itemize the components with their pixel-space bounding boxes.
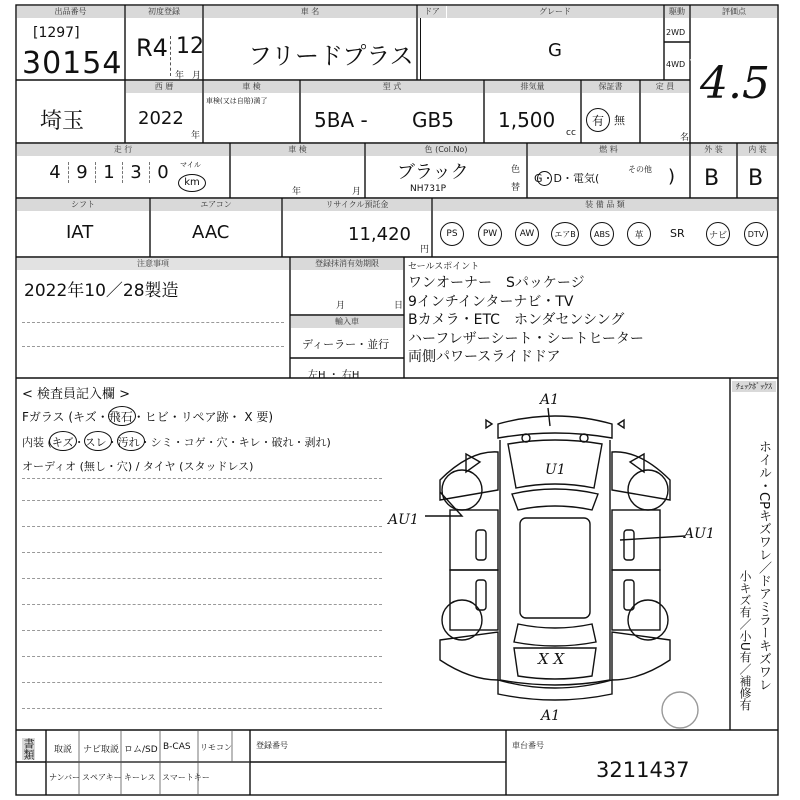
registration-era: R4 — [136, 34, 168, 62]
interior-header: 内 装 — [738, 144, 777, 156]
caution-line — [22, 322, 284, 323]
inspector-line — [22, 500, 382, 501]
prefecture: 埼玉 — [40, 109, 85, 134]
equipment-ps: PS — [440, 222, 464, 246]
door-header: ドア — [418, 6, 446, 18]
fuel-options: G・D・電気( — [534, 172, 600, 185]
lot-number-header: 出品番号 — [17, 6, 124, 18]
caution-line — [22, 346, 284, 347]
warranty-yes: 有 — [586, 108, 610, 132]
inspector-line-interior: 内装 (キズ・スレ・汚れ・シミ・コゲ・穴・キレ・破れ・剥れ) — [22, 436, 331, 449]
capacity-header: 定 員 — [641, 81, 689, 93]
doc-keyless: キーレス — [124, 773, 156, 782]
door-divider — [420, 18, 421, 80]
fuel-close: ) — [668, 166, 676, 187]
drive-header: 駆動 — [665, 6, 689, 18]
equipment-leather: 革 — [627, 222, 651, 246]
expiry-day: 日 — [394, 301, 404, 311]
grade: G — [548, 40, 562, 61]
sales-point: 両側パワースライドドア — [408, 349, 561, 365]
inspector-line — [22, 604, 382, 605]
doc-plate: ナンバー — [49, 773, 81, 782]
exterior-header: 外 装 — [691, 144, 736, 156]
equipment-sunroof: SR — [670, 227, 685, 240]
inspector-line — [22, 478, 382, 479]
expiry-header: 登録抹消有効期限 — [291, 258, 403, 270]
documents-label: 書類 — [22, 738, 35, 760]
aircon: AAC — [192, 222, 230, 243]
left-damage-label: AU1 — [388, 512, 419, 528]
model-code-prefix: 5BA - — [314, 108, 368, 132]
mileage-digit: 4 — [42, 162, 69, 183]
grade-header: グレード — [447, 6, 663, 18]
side-note-wheel: ホイル・CPキズワレ／ドアミラーキズワレ — [756, 440, 771, 691]
capacity-suffix: 名 — [680, 133, 690, 143]
glass-chip-circle — [108, 406, 136, 426]
interior-grade: B — [748, 166, 764, 191]
model-code: GB5 — [412, 108, 454, 132]
sales-points — [408, 274, 644, 367]
displacement: 1,500 — [498, 108, 556, 132]
car-damage-diagram — [380, 380, 725, 730]
mileage-digit: 0 — [157, 162, 169, 183]
shaken-header-2: 車 検 — [231, 144, 364, 156]
shaken-year-suffix: 年 — [292, 187, 302, 197]
score-header: 評価点 — [691, 6, 777, 18]
first-registration-header: 初度登録 — [126, 6, 202, 18]
month-suffix: 月 — [192, 71, 202, 81]
shaken-note: 車検(又は自賠)満了 — [206, 97, 268, 105]
inspector-line — [22, 552, 382, 553]
doc-rom-sd: ロム/SD — [124, 745, 158, 755]
registration-number-label: 登録番号 — [256, 741, 288, 750]
dealer-parallel: ディーラー・並行 — [302, 338, 390, 351]
sales-point: Bカメラ・ETC ホンダセンシング — [408, 312, 625, 328]
year-suffix-2: 年 — [191, 131, 201, 141]
expiry-month: 月 — [336, 301, 346, 311]
fuel-gasoline-circle — [537, 171, 552, 186]
model-year: 2022 — [138, 108, 184, 129]
import-header: 輸入車 — [291, 316, 403, 328]
shaken-header: 車 検 — [204, 81, 299, 93]
equipment-dtv: DTV — [744, 222, 768, 246]
equipment-abs: ABS — [590, 222, 614, 246]
inspector-line-glass: Fガラス (キズ・飛石・ヒビ・リペア跡・ X 要) — [22, 410, 274, 424]
drive-2wd: 2WD — [666, 28, 686, 37]
inspector-line — [22, 630, 382, 631]
equipment-airbag: エアB — [551, 222, 579, 246]
rear-damage-label: A1 — [541, 708, 561, 724]
recycle-fee: 11,420 — [348, 224, 411, 245]
km-unit: km — [178, 174, 206, 192]
doc-smart-key: スマートキー — [162, 773, 210, 782]
year-suffix: 年 — [175, 71, 185, 81]
doc-navi-manual: ナビ取説 — [83, 745, 120, 755]
sales-point: 9インチインターナビ・TV — [408, 293, 574, 310]
recycle-header: リサイクル預託金 — [283, 199, 431, 211]
caution-header: 注意事項 — [17, 258, 289, 270]
sales-point: ハーフレザーシート・シートヒーター — [408, 330, 644, 347]
exterior-grade: B — [704, 166, 720, 191]
interior-scratch-circle — [49, 431, 77, 451]
era-divider — [170, 36, 172, 76]
fuel-header: 燃 料 — [528, 144, 689, 156]
rear-x-marks: X X — [538, 650, 565, 668]
shaken-month-suffix: 月 — [352, 187, 362, 197]
chassis-number-label: 車台番号 — [512, 741, 544, 750]
sales-point: ワンオーナー Sパッケージ — [408, 275, 585, 291]
interior-scuff-circle — [84, 431, 112, 451]
color-code: NH731P — [410, 184, 447, 194]
car-name: フリードプラス — [248, 42, 414, 70]
side-note-repair: 小キズ有／小U有／補修有 — [738, 570, 752, 711]
model-header: 型 式 — [301, 81, 483, 93]
inspector-title: < 検査員記入欄 > — [22, 387, 131, 402]
mileage-digit: 3 — [123, 162, 150, 183]
checkbox-header: ﾁｪｯｸﾎﾞｯｸｽ — [732, 381, 776, 392]
color-change-2: 替 — [511, 183, 521, 193]
equipment-aw: AW — [515, 222, 539, 246]
roof-damage-label: U1 — [545, 462, 566, 478]
equipment-list — [438, 222, 778, 250]
doc-manual: 取説 — [54, 745, 73, 755]
lot-number: 30154 — [22, 46, 123, 81]
cc-unit: cc — [566, 128, 576, 138]
equipment-navi: ナビ — [706, 222, 730, 246]
yen-unit: 円 — [420, 245, 430, 255]
equipment-header: 装 備 品 類 — [433, 199, 777, 211]
inspector-line-audio: オーディオ (無し・穴) / タイヤ (スタッドレス) — [22, 460, 254, 473]
inspector-line — [22, 682, 382, 683]
equipment-pw: PW — [478, 222, 502, 246]
drive-4wd: 4WD — [666, 60, 686, 69]
mileage-digits — [42, 162, 176, 183]
evaluation-score: 4.5 — [700, 58, 770, 109]
inspector-line — [22, 708, 382, 709]
interior-stain-circle — [117, 431, 145, 451]
fuel-other: その他 — [628, 165, 652, 174]
color-header: 色 (Col.No) — [366, 144, 526, 156]
car-name-header: 車 名 — [204, 6, 416, 18]
caution-text: 2022年10／28製造 — [24, 281, 179, 301]
doc-bcas: B-CAS — [163, 742, 191, 752]
doc-spare-key: スペアキー — [82, 773, 122, 782]
lot-prefix: [1297] — [33, 25, 80, 41]
color: ブラック — [397, 162, 469, 183]
inspector-line — [22, 656, 382, 657]
mileage-header: 走 行 — [17, 144, 229, 156]
right-damage-label: AU1 — [684, 526, 715, 542]
chassis-number: 3211437 — [596, 758, 690, 782]
mileage-digit: 9 — [69, 162, 96, 183]
aircon-header: エアコン — [151, 199, 281, 211]
year-header: 西 暦 — [126, 81, 202, 93]
inspector-line — [22, 526, 382, 527]
color-change-1: 色 — [511, 165, 521, 175]
sales-header: セールスポイント — [408, 262, 480, 272]
handle-side: 左H ・ 右H — [308, 370, 360, 381]
mileage-digit: 1 — [96, 162, 123, 183]
displacement-header: 排気量 — [485, 81, 580, 93]
mile-unit: マイル — [180, 161, 201, 169]
doc-remote: リモコン — [200, 743, 232, 752]
registration-month: 12 — [176, 34, 204, 59]
front-damage-label: A1 — [540, 392, 560, 408]
inspector-line — [22, 578, 382, 579]
warranty-no: 無 — [614, 114, 625, 127]
shift: IAT — [66, 222, 94, 243]
shift-header: シフト — [17, 199, 149, 211]
warranty-header: 保証書 — [582, 81, 639, 93]
